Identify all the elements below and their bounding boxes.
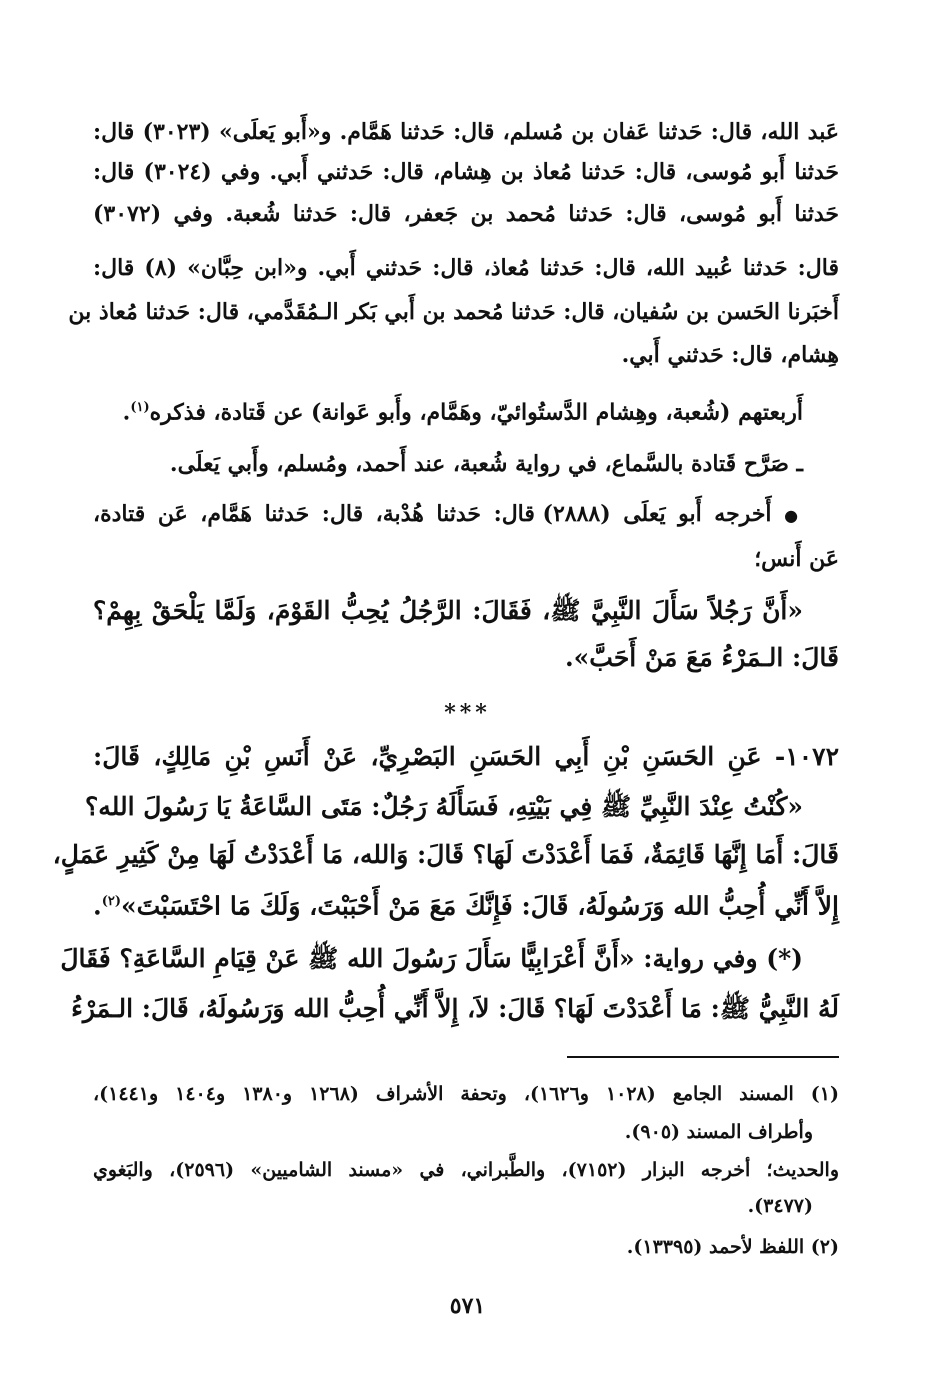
hadith-line: لَهُ النَّبِيُّ ﷺ: مَا أَعْدَدْتَ لَهَا؟ قَالَ: لاَ، إِلاَّ أَنِّي أُحِبُّ الله وَرَسُولَهُ، قَالَ: الـمَرْءُ [71,994,839,1023]
footnote-line: وأطراف المسند (٩٠٥). [624,1121,813,1143]
hadith-line: ١٠٧٢- عَنِ الحَسَنِ بْنِ أَبِي الحَسَنِ البَصْرِيِّ، عَنْ أَنَسِ بْنِ مَالِكٍ، قَالَ: [93,742,839,771]
isnad-line: أَخبَرنا الحَسن بن سُفيان، قال: حَدثنا مُحمد بن أَبي بَكر الـمُقَدَّمي، قال: حَدثنا مُعاذ بن [68,299,839,325]
hadith-line: «كُنْتُ عِنْدَ النَّبِيِّ ﷺ فِي بَيْتِهِ، فَسَأَلَهُ رَجُلٌ: مَتَى السَّاعَةُ يَا رَسُولَ الله؟ [85,792,803,821]
footnote-marker: (٢) [101,894,122,909]
takhrij-line: عَن أَنس؛ [754,546,839,572]
footnote-rule [567,1056,839,1058]
matn-line: قَالَ: الـمَرْءُ مَعَ مَنْ أَحَبَّ». [564,643,839,672]
isnad-line: عَبد الله، قال: حَدثنا عَفان بن مُسلم، قال: حَدثنا هَمَّام. و«أَبو يَعلَى» (٣٠٢٣) قال: [93,119,839,145]
summary-text: أَربعتهم (شُعبة، وهِشام الدَّستُوائيّ، وهَمَّام، وأَبو عَوانة) عن قَتادة، فذكره [149,399,803,426]
hadith-line: (*) وفي رواية: «أَنَّ أَعْرَابِيًّا سَأَلَ رَسُولَ الله ﷺ عَنْ قِيَامِ السَّاعَةِ؟ فَقَالَ [60,944,803,973]
isnad-line: قال: حَدثنا عُبيد الله، قال: حَدثنا مُعاذ، قال: حَدثني أَبي. و«ابن حِبَّان» (٨) قال: [93,255,839,281]
isnad-line: حَدثنا أَبو مُوسى، قال: حَدثنا مُعاذ بن هِشام، قال: حَدثني أَبي. وفي (٣٠٢٤) قال: [93,159,839,185]
page-number: ٥٧١ [449,1293,486,1319]
hadith-period: . [93,891,102,921]
footnote-line: والحديث؛ أخرجه البزار (٧١٥٢)، والطَّبراني، في «مسند الشاميين» (٢٥٩٦)، والبَغوي [93,1159,839,1181]
bullet-icon: ● [784,506,803,525]
footnote-line: (٢) اللفظ لأحمد (١٣٣٩٥). [626,1236,839,1258]
footnote-line: (٣٤٧٧). [747,1195,813,1217]
takhrij-line [93,499,803,531]
footnote-line: (١) المسند الجامع (١٠٢٨ و١٦٢٦)، وتحفة الأشراف (١٢٦٨ و١٣٨٠ و١٤٠٤ و١٤٤١)، [93,1083,839,1105]
hadith-line: قَالَ: أَمَا إِنَّهَا قَائِمَةٌ، فَمَا أَعْدَدْتَ لَهَا؟ قَالَ: وَالله، مَا أَعْدَدْتُ لَهَا مِنْ كَثِيرِ عَمَلٍ، [52,840,839,869]
hadith-text: إِلاَّ أَنِّي أُحِبُّ الله وَرَسُولَهُ، قَالَ: فَإِنَّكَ مَعَ مَنْ أَحْبَبْتَ، وَلَكَ مَا احْتَسَبْتَ» [121,891,839,921]
matn-line: «أَنَّ رَجُلاً سَأَلَ النَّبِيَّ ﷺ، فَقَالَ: الرَّجُلُ يُحِبُّ القَوْمَ، وَلَمَّا يَلْحَقْ بِهِمْ؟ [93,596,803,625]
hadith-line [93,885,839,923]
note-line: ـ صَرَّح قَتادة بالسَّماع، في رواية شُعبة، عند أَحمد، ومُسلم، وأَبي يَعلَى. [169,451,803,477]
isnad-line: حَدثنا أَبو مُوسى، قال: حَدثنا مُحمد بن جَعفر، قال: حَدثنا شُعبة. وفي (٣٠٧٢) [93,201,839,227]
takhrij-text: أَخرجه أَبو يَعلَى (٢٨٨٨) قال: حَدثنا هُدْبة، قال: حَدثنا هَمَّام، عَن قتادة، [93,501,772,527]
isnad-line: هِشام، قال: حَدثني أَبي. [621,342,839,368]
footnote-marker: (١) [130,400,150,415]
section-separator: *** [444,700,491,726]
summary-period: . [122,399,131,426]
summary-line [93,393,803,427]
